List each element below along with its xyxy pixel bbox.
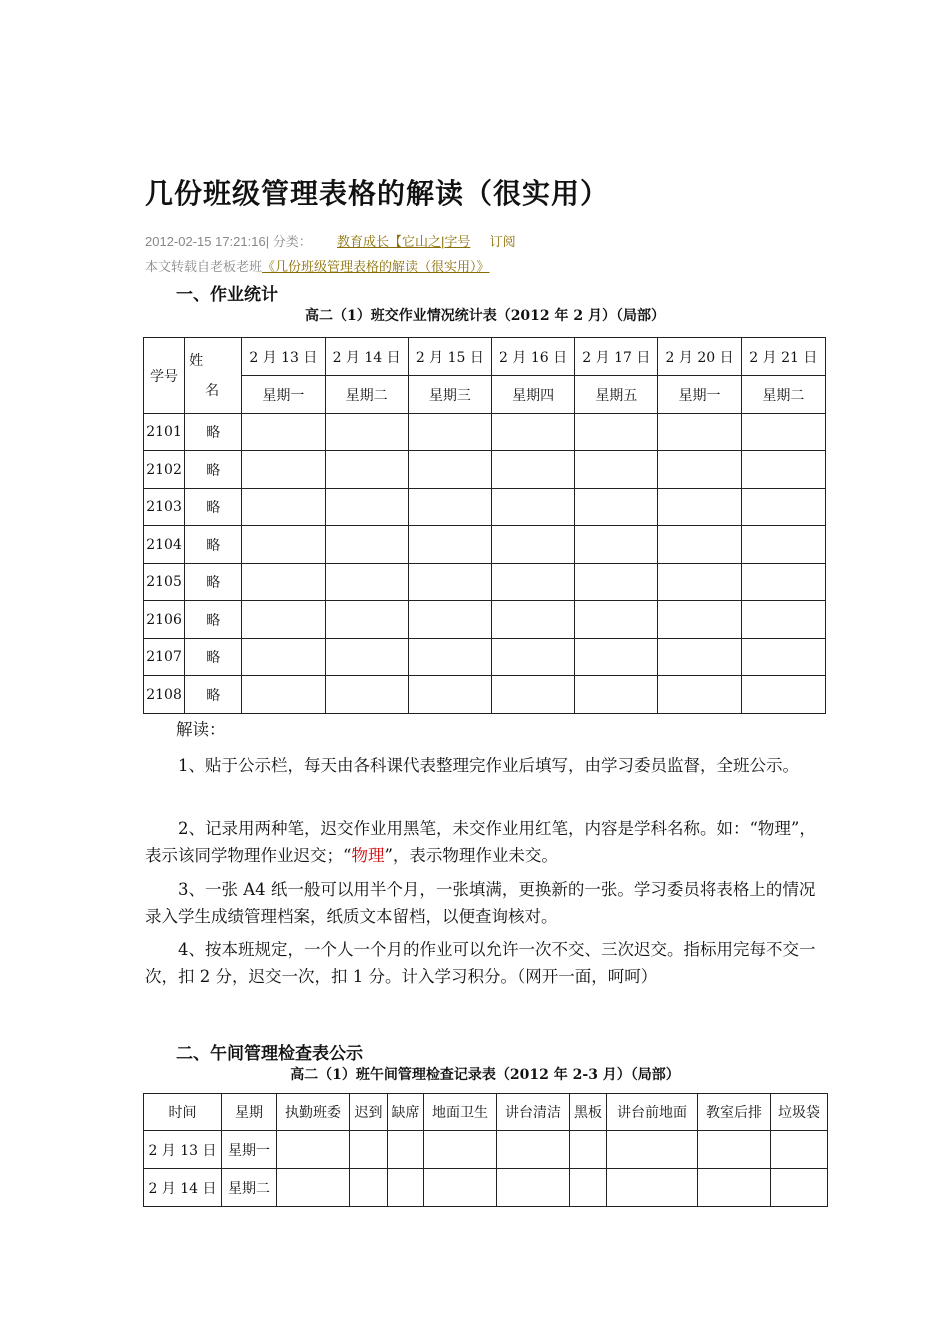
row-student-id: 2101 (144, 414, 185, 451)
row-student-id: 2104 (144, 526, 185, 564)
row-date: 2 月 14 日 (144, 1169, 222, 1207)
row-student-name: 略 (185, 414, 242, 451)
table-row (144, 526, 826, 564)
header-weekday: 星期 (222, 1094, 277, 1131)
row-student-name: 略 (185, 489, 242, 526)
noon-check-table (143, 1093, 828, 1207)
row-student-id: 2102 (144, 451, 185, 489)
header-weekday: 星期二 (325, 376, 408, 414)
article-meta (145, 231, 516, 250)
header-date: 2 月 13 日 (242, 338, 325, 376)
header-weekday: 星期一 (242, 376, 325, 414)
header-podium-floor: 讲台前地面 (607, 1094, 698, 1131)
row-date: 2 月 13 日 (144, 1131, 222, 1169)
table-row (144, 639, 826, 676)
table-row (144, 414, 826, 451)
header-date: 2 月 20 日 (658, 338, 741, 376)
font-size-link[interactable]: 【它山之|字号 (389, 234, 471, 249)
header-floor: 地面卫生 (424, 1094, 497, 1131)
header-absent: 缺席 (388, 1094, 424, 1131)
header-date: 2 月 17 日 (575, 338, 658, 376)
row-student-id: 2106 (144, 601, 185, 639)
interpret-point-3: 3、一张 A4 纸一般可以用半个月，一张填满，更换新的一张。学习委员将表格上的情况录入学生成绩管理档案，纸质文本留档，以便查询核对。 (145, 880, 816, 926)
header-weekday: 星期一 (658, 376, 741, 414)
header-name-2: 名 (205, 382, 220, 399)
header-weekday: 星期四 (491, 376, 574, 414)
header-date: 2 月 16 日 (491, 338, 574, 376)
section1-heading: 一、作业统计 (176, 285, 278, 305)
interpret-point-2 (145, 815, 825, 869)
article-title: 几份班级管理表格的解读（很实用） (145, 177, 610, 210)
header-time: 时间 (144, 1094, 222, 1131)
source-prefix: 本文转载自老板老班 (145, 260, 263, 275)
post-datetime: 2012-02-15 17:21:16| (145, 234, 270, 249)
row-weekday: 星期二 (222, 1169, 277, 1207)
row-student-name: 略 (185, 526, 242, 564)
section2-heading: 二、午间管理检查表公示 (176, 1044, 363, 1064)
point-2-text-a: 2、记录用两种笔，迟交作业用黑笔，未交作业用红笔，内容是学科名称。如：“物理”，表示该同学物理作业迟交；“ (145, 819, 816, 865)
row-student-id: 2105 (144, 564, 185, 601)
header-weekday: 星期五 (575, 376, 658, 414)
header-late: 迟到 (350, 1094, 388, 1131)
row-student-name: 略 (185, 676, 242, 714)
category-label: 分类： (272, 234, 312, 249)
source-link[interactable]: 《几份班级管理表格的解读（很实用）》 (262, 260, 490, 275)
row-student-id: 2108 (144, 676, 185, 714)
header-duty: 执勤班委 (277, 1094, 350, 1131)
header-weekday: 星期三 (408, 376, 491, 414)
category-link[interactable]: 教育成长 (336, 234, 389, 249)
table-row (144, 601, 826, 639)
subscribe-link[interactable]: 订阅 (489, 234, 516, 249)
header-date: 2 月 14 日 (325, 338, 408, 376)
section1-caption: 高二（1）班交作业情况统计表（2012 年 2 月）（局部） (304, 308, 666, 324)
header-name-1: 姓 (189, 352, 204, 369)
header-date: 2 月 15 日 (408, 338, 491, 376)
row-student-name: 略 (185, 564, 242, 601)
row-student-id: 2103 (144, 489, 185, 526)
header-back-row: 教室后排 (698, 1094, 771, 1131)
row-student-id: 2107 (144, 639, 185, 676)
header-trash-bag: 垃圾袋 (771, 1094, 828, 1131)
interpret-label: 解读： (176, 720, 226, 739)
interpret-point-1: 1、贴于公示栏，每天由各科课代表整理完作业后填写，由学习委员监督，全班公示。 (178, 756, 799, 775)
header-student-id: 学号 (144, 338, 185, 414)
row-student-name: 略 (185, 639, 242, 676)
point-2-text-b: ”，表示物理作业未交。 (384, 846, 558, 865)
interpret-point-4: 4、按本班规定，一个人一个月的作业可以允许一次不交、三次迟交。指标用完每不交一次，扣 2 分，迟交一次，扣 1 分。计入学习积分。（网开一面，呵呵） (145, 940, 816, 986)
table-row (144, 489, 826, 526)
row-student-name: 略 (185, 451, 242, 489)
table-row (144, 451, 826, 489)
header-date: 2 月 21 日 (741, 338, 825, 376)
header-weekday: 星期二 (741, 376, 825, 414)
section2-caption: 高二（1）班午间管理检查记录表（2012 年 2-3 月）（局部） (290, 1067, 680, 1083)
table-row (144, 1131, 828, 1169)
header-podium: 讲台清洁 (497, 1094, 570, 1131)
table-row (144, 564, 826, 601)
row-student-name: 略 (185, 601, 242, 639)
table-row (144, 1169, 828, 1207)
row-weekday: 星期一 (222, 1131, 277, 1169)
header-name (185, 338, 242, 414)
point-2-red-word: 物理 (351, 846, 385, 865)
header-blackboard: 黑板 (570, 1094, 607, 1131)
source-line (145, 256, 490, 275)
homework-table (143, 337, 826, 714)
table-row (144, 676, 826, 714)
